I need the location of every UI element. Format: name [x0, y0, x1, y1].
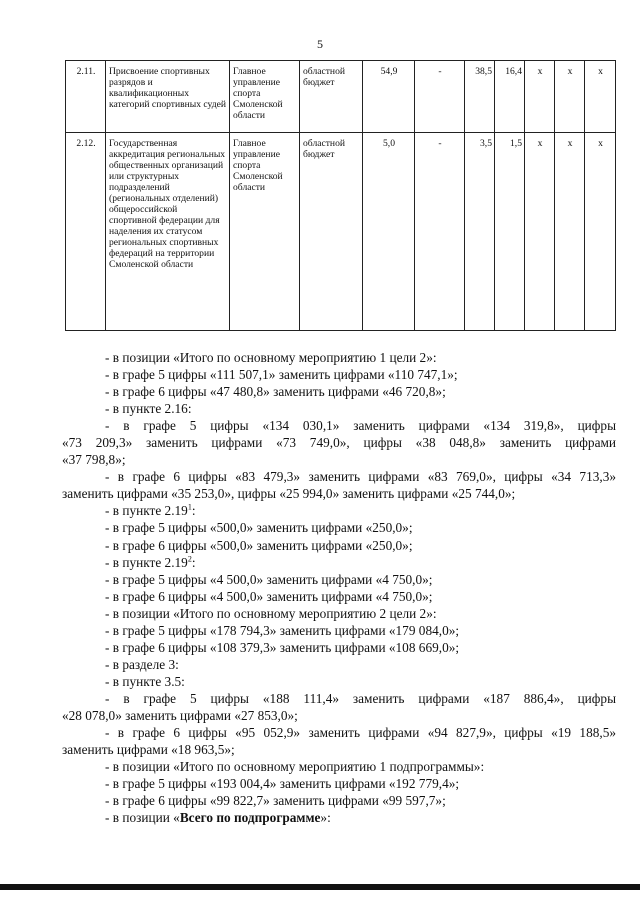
text-line: - в графе 6 цифры «83 479,3» заменить цифрами «83 769,0», цифры «34 713,3»	[105, 469, 616, 485]
text-line: - в графе 6 цифры «500,0» заменить цифрами «250,0»;	[105, 537, 413, 553]
year-3-amount: 16,4	[495, 61, 525, 133]
indicator-cell: x	[555, 61, 585, 133]
total-amount: 54,9	[363, 61, 415, 133]
row-number: 2.11.	[66, 61, 106, 133]
budget-table	[65, 60, 616, 331]
text-line: - в пункте 3.5:	[105, 673, 185, 689]
text-line: - в графе 5 цифры «188 111,4» заменить цифрами «187 886,4», цифры	[105, 690, 616, 706]
text-line: - в графе 5 цифры «193 004,4» заменить цифрами «192 779,4»;	[105, 776, 460, 792]
page-number: 5	[317, 37, 323, 51]
indicator-cell: x	[525, 61, 555, 133]
text-line: - в графе 5 цифры «111 507,1» заменить цифрами «110 747,1»;	[105, 367, 458, 383]
text-line: - в графе 5 цифры «4 500,0» заменить цифрами «4 750,0»;	[105, 571, 433, 587]
text-line: - в позиции «Итого по основному мероприятию 1 подпрограммы»:	[105, 759, 485, 775]
text-line: - в графе 6 цифры «108 379,3» заменить цифрами «108 669,0»;	[105, 639, 460, 655]
text-line: - в графе 6 цифры «4 500,0» заменить цифрами «4 750,0»;	[105, 588, 433, 604]
text-line: «73 209,3» заменить цифрами «73 749,0», цифры «38 048,8» заменить цифрами	[62, 435, 616, 451]
funding-source: областной бюджет	[300, 133, 363, 331]
amendment-text	[62, 349, 616, 826]
text-line: - в графе 5 цифры «500,0» заменить цифрами «250,0»;	[105, 520, 413, 536]
table-row	[66, 61, 616, 133]
activity-name: Государственная аккредитация региональных общественных организаций или структурных подразделений (региональных отделений) общероссийской спортивной федерации для наделения их статусом региональных спортивных федераций на территории Смоленской области	[106, 133, 230, 331]
year-1-amount: -	[415, 133, 465, 331]
text-line: - в разделе 3:	[105, 656, 179, 672]
indicator-cell: x	[585, 61, 616, 133]
indicator-cell: x	[525, 133, 555, 331]
year-3-amount: 1,5	[495, 133, 525, 331]
text-line: - в графе 5 цифры «178 794,3» заменить цифрами «179 084,0»;	[105, 622, 460, 638]
text-line: - в графе 5 цифры «134 030,1» заменить цифрами «134 319,8», цифры	[105, 418, 616, 434]
executor: Главное управление спорта Смоленской области	[230, 61, 300, 133]
text-line: - в позиции «Итого по основному мероприятию 2 цели 2»:	[105, 605, 437, 621]
text-line: «28 078,0» заменить цифрами «27 853,0»;	[62, 707, 298, 723]
row-number: 2.12.	[66, 133, 106, 331]
executor: Главное управление спорта Смоленской области	[230, 133, 300, 331]
text-line: - в пункте 2.19$^2$:	[105, 554, 196, 570]
activity-name: Присвоение спортивных разрядов и квалификационных категорий спортивных судей	[106, 61, 230, 133]
text-line: - в позиции «Всего по подпрограмме»:	[105, 810, 331, 826]
year-1-amount: -	[415, 61, 465, 133]
text-line: - в позиции «Итого по основному мероприятию 1 цели 2»:	[105, 350, 437, 365]
year-2-amount: 38,5	[465, 61, 495, 133]
text-line: - в графе 6 цифры «47 480,8» заменить цифрами «46 720,8»;	[105, 384, 446, 400]
indicator-cell: x	[555, 133, 585, 331]
text-line: «37 798,8»;	[62, 452, 126, 468]
text-line: заменить цифрами «18 963,5»;	[62, 742, 235, 758]
text-line: заменить цифрами «35 253,0», цифры «25 994,0» заменить цифрами «25 744,0»;	[62, 486, 516, 502]
year-2-amount: 3,5	[465, 133, 495, 331]
total-amount: 5,0	[363, 133, 415, 331]
table-row	[66, 133, 616, 331]
bottom-rule	[0, 884, 640, 890]
indicator-cell: x	[585, 133, 616, 331]
funding-source: областной бюджет	[300, 61, 363, 133]
text-line: - в графе 6 цифры «99 822,7» заменить цифрами «99 597,7»;	[105, 793, 446, 809]
text-line: - в пункте 2.16:	[105, 401, 192, 417]
text-line: - в графе 6 цифры «95 052,9» заменить цифрами «94 827,9», цифры «19 188,5»	[105, 725, 616, 741]
text-line: - в пункте 2.19$^1$:	[105, 503, 196, 519]
